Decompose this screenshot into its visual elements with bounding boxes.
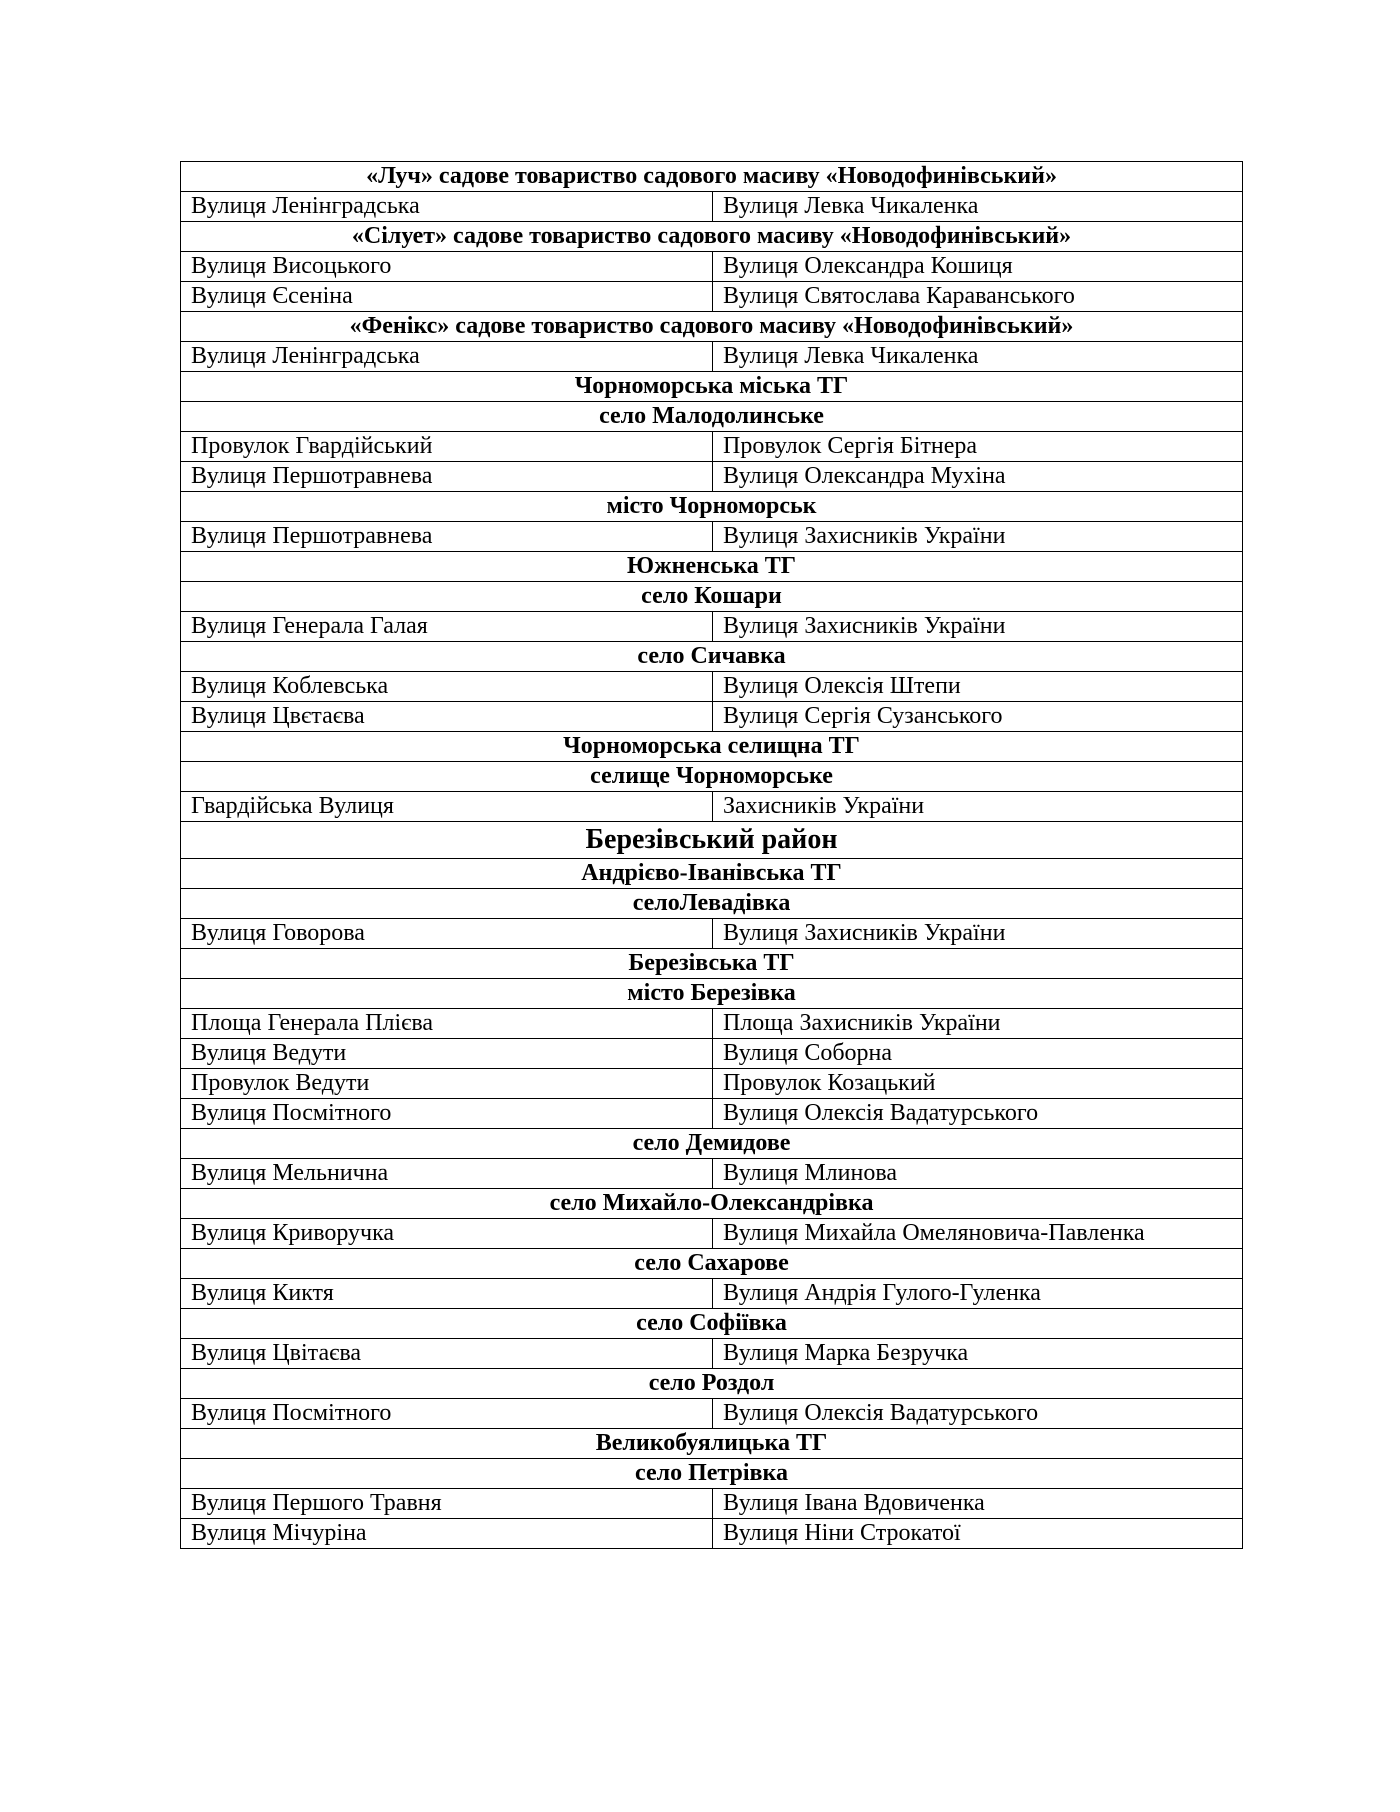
section-heading-row <box>181 222 1243 252</box>
old-street-name: Вулиця Висоцького <box>181 252 713 282</box>
section-heading: «Луч» садове товариство садового масиву «Новодофинівський» <box>181 162 1243 192</box>
section-heading: місто Березівка <box>181 979 1243 1009</box>
section-heading: село Софіївка <box>181 1309 1243 1339</box>
street-pair-row <box>181 1399 1243 1429</box>
new-street-name: Вулиця Сергія Сузанського <box>713 702 1243 732</box>
new-street-name: Вулиця Олексія Вадатурського <box>713 1099 1243 1129</box>
street-pair-row <box>181 1069 1243 1099</box>
street-pair-row <box>181 672 1243 702</box>
section-heading-row <box>181 1369 1243 1399</box>
section-heading: село Сичавка <box>181 642 1243 672</box>
old-street-name: Вулиця Мічуріна <box>181 1519 713 1549</box>
street-pair-row <box>181 1039 1243 1069</box>
street-pair-row <box>181 1159 1243 1189</box>
new-street-name: Вулиця Захисників України <box>713 612 1243 642</box>
section-heading: село Демидове <box>181 1129 1243 1159</box>
new-street-name: Вулиця Марка Безручка <box>713 1339 1243 1369</box>
old-street-name: Вулиця Ведути <box>181 1039 713 1069</box>
new-street-name: Вулиця Млинова <box>713 1159 1243 1189</box>
section-heading-row <box>181 859 1243 889</box>
street-pair-row <box>181 612 1243 642</box>
section-heading: село Михайло-Олександрівка <box>181 1189 1243 1219</box>
street-pair-row <box>181 342 1243 372</box>
new-street-name: Вулиця Соборна <box>713 1039 1243 1069</box>
section-heading: «Фенікс» садове товариство садового масиву «Новодофинівський» <box>181 312 1243 342</box>
section-heading-row <box>181 1459 1243 1489</box>
street-pair-row <box>181 919 1243 949</box>
section-heading-row <box>181 162 1243 192</box>
old-street-name: Площа Генерала Плієва <box>181 1009 713 1039</box>
section-heading-row <box>181 1429 1243 1459</box>
section-heading-row <box>181 312 1243 342</box>
old-street-name: Вулиця Цвєтаєва <box>181 702 713 732</box>
street-pair-row <box>181 282 1243 312</box>
new-street-name: Вулиця Ніни Строкатої <box>713 1519 1243 1549</box>
old-street-name: Вулиця Першого Травня <box>181 1489 713 1519</box>
section-heading: село Петрівка <box>181 1459 1243 1489</box>
section-heading-row <box>181 372 1243 402</box>
section-heading: Чорноморська селищна ТГ <box>181 732 1243 762</box>
old-street-name: Вулиця Киктя <box>181 1279 713 1309</box>
section-heading-row <box>181 949 1243 979</box>
new-street-name: Вулиця Олексія Штепи <box>713 672 1243 702</box>
street-pair-row <box>181 432 1243 462</box>
section-heading: Андрієво-Іванівська ТГ <box>181 859 1243 889</box>
section-heading-row <box>181 1249 1243 1279</box>
old-street-name: Вулиця Першотравнева <box>181 462 713 492</box>
new-street-name: Вулиця Олексія Вадатурського <box>713 1399 1243 1429</box>
new-street-name: Вулиця Левка Чикаленка <box>713 342 1243 372</box>
new-street-name: Вулиця Святослава Караванського <box>713 282 1243 312</box>
section-heading-row <box>181 402 1243 432</box>
section-heading-row <box>181 762 1243 792</box>
old-street-name: Гвардійська Вулиця <box>181 792 713 822</box>
old-street-name: Вулиця Посмітного <box>181 1099 713 1129</box>
street-pair-row <box>181 702 1243 732</box>
new-street-name: Вулиця Івана Вдовиченка <box>713 1489 1243 1519</box>
section-heading: село Кошари <box>181 582 1243 612</box>
section-heading: «Сілует» садове товариство садового масиву «Новодофинівський» <box>181 222 1243 252</box>
section-heading: селище Чорноморське <box>181 762 1243 792</box>
section-heading-row <box>181 642 1243 672</box>
new-street-name: Вулиця Левка Чикаленка <box>713 192 1243 222</box>
new-street-name: Вулиця Олександра Мухіна <box>713 462 1243 492</box>
old-street-name: Вулиця Цвітаєва <box>181 1339 713 1369</box>
old-street-name: Провулок Ведути <box>181 1069 713 1099</box>
section-heading: Чорноморська міська ТГ <box>181 372 1243 402</box>
old-street-name: Вулиця Ленінградська <box>181 342 713 372</box>
street-pair-row <box>181 1279 1243 1309</box>
district-heading: Березівський район <box>181 822 1243 859</box>
street-pair-row <box>181 1009 1243 1039</box>
renaming-table-body <box>181 162 1243 1549</box>
old-street-name: Вулиця Генерала Галая <box>181 612 713 642</box>
old-street-name: Вулиця Криворучка <box>181 1219 713 1249</box>
new-street-name: Вулиця Захисників України <box>713 522 1243 552</box>
street-pair-row <box>181 1519 1243 1549</box>
section-heading: селоЛевадівка <box>181 889 1243 919</box>
section-heading: село Малодолинське <box>181 402 1243 432</box>
old-street-name: Вулиця Єсеніна <box>181 282 713 312</box>
section-heading-row <box>181 979 1243 1009</box>
new-street-name: Вулиця Андрія Гулого-Гуленка <box>713 1279 1243 1309</box>
old-street-name: Вулиця Говорова <box>181 919 713 949</box>
section-heading-row <box>181 552 1243 582</box>
street-pair-row <box>181 1339 1243 1369</box>
section-heading-row <box>181 492 1243 522</box>
street-pair-row <box>181 192 1243 222</box>
section-heading: Великобуялицька ТГ <box>181 1429 1243 1459</box>
renaming-table <box>180 161 1243 1549</box>
street-pair-row <box>181 1099 1243 1129</box>
old-street-name: Провулок Гвардійський <box>181 432 713 462</box>
old-street-name: Вулиця Мельнична <box>181 1159 713 1189</box>
street-pair-row <box>181 252 1243 282</box>
street-pair-row <box>181 522 1243 552</box>
old-street-name: Вулиця Першотравнева <box>181 522 713 552</box>
old-street-name: Вулиця Ленінградська <box>181 192 713 222</box>
section-heading-row <box>181 889 1243 919</box>
section-heading: Южненська ТГ <box>181 552 1243 582</box>
section-heading: місто Чорноморськ <box>181 492 1243 522</box>
street-pair-row <box>181 462 1243 492</box>
section-heading-row <box>181 1189 1243 1219</box>
new-street-name: Провулок Сергія Бітнера <box>713 432 1243 462</box>
section-heading-row <box>181 732 1243 762</box>
new-street-name: Провулок Козацький <box>713 1069 1243 1099</box>
section-heading-row <box>181 1309 1243 1339</box>
district-heading-row <box>181 822 1243 859</box>
street-pair-row <box>181 1219 1243 1249</box>
old-street-name: Вулиця Коблевська <box>181 672 713 702</box>
section-heading: село Сахарове <box>181 1249 1243 1279</box>
new-street-name: Вулиця Михайла Омеляновича-Павленка <box>713 1219 1243 1249</box>
section-heading-row <box>181 582 1243 612</box>
street-pair-row <box>181 792 1243 822</box>
new-street-name: Площа Захисників України <box>713 1009 1243 1039</box>
section-heading: село Роздол <box>181 1369 1243 1399</box>
new-street-name: Вулиця Олександра Кошиця <box>713 252 1243 282</box>
section-heading-row <box>181 1129 1243 1159</box>
new-street-name: Вулиця Захисників України <box>713 919 1243 949</box>
section-heading: Березівська ТГ <box>181 949 1243 979</box>
old-street-name: Вулиця Посмітного <box>181 1399 713 1429</box>
new-street-name: Захисників України <box>713 792 1243 822</box>
street-pair-row <box>181 1489 1243 1519</box>
